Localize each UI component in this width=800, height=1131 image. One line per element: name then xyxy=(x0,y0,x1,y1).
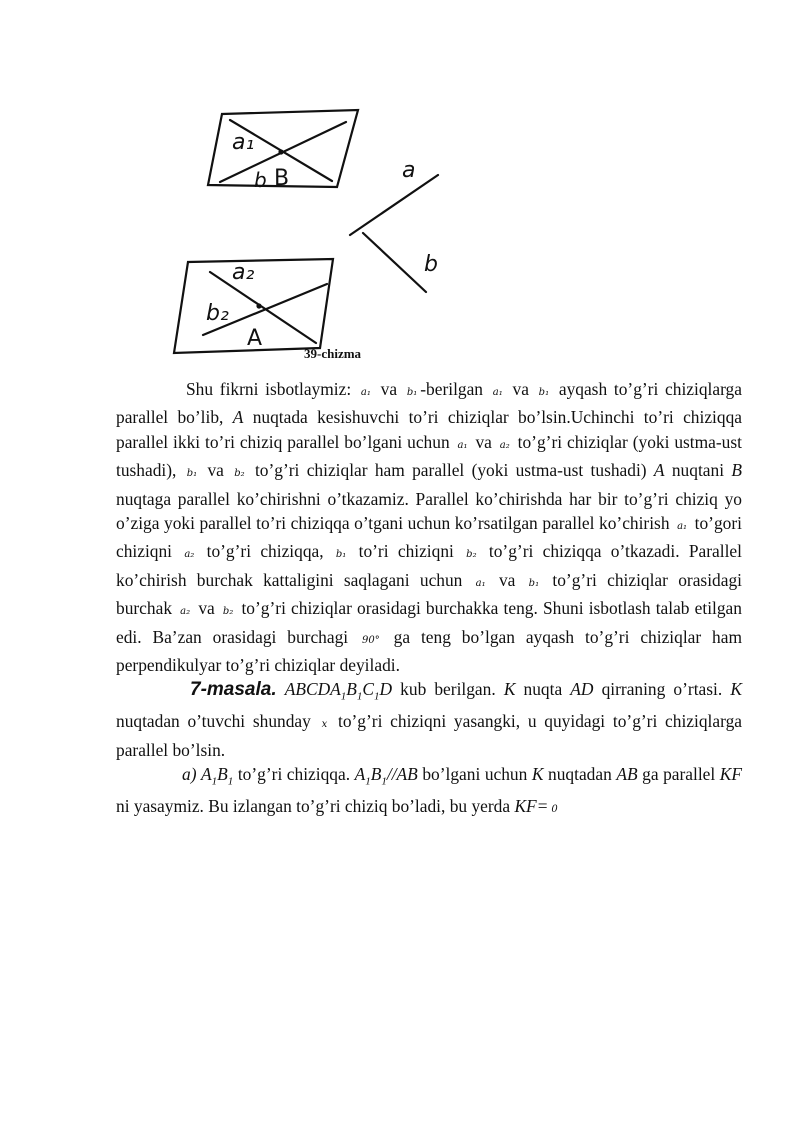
label-a1: a₁ xyxy=(232,130,255,155)
body-text xyxy=(116,377,742,822)
line-b xyxy=(363,233,426,292)
point-A xyxy=(256,303,261,308)
problem-title: 7-masala. xyxy=(190,679,277,701)
label-B: B xyxy=(274,166,290,191)
line-a xyxy=(350,175,438,235)
paragraph-item-a: a) $A_1B_1$ to’g’ri chiziqqa. $A_1B_1//AB$ bo’lgani uchun K nuqtadan AB ga parallel KF ni yasaymiz. Bu izlangan to’g’ri chiziq bo’ladi, bu yerda KF= 0 xyxy=(116,764,742,817)
label-b-top: b xyxy=(254,168,267,192)
label-A: A xyxy=(247,326,263,351)
point-B xyxy=(278,149,283,154)
label-a2: a₂ xyxy=(232,260,255,285)
label-a: a xyxy=(402,158,416,183)
figure-39 xyxy=(170,95,470,365)
figure-caption: 39-chizma xyxy=(304,346,362,361)
label-b: b xyxy=(424,252,438,277)
paragraph-proof: Shu fikrni isbotlaymiz: a₁ va b₁ -berilgan a₁ va b₁ ayqash to’g’ri chiziqlarga parallel bo’lib, A nuqtada kesishuvchi to’ri chiziqlar bo’lsin.Uchinchi to’ri chiziqqa parallel ikki to’ri chiziq parallel bo’lgani uchun a₁ va a₂ to’g’ri chiziqlar (yoki ustma-ust tushadi), b₁ va b₂ to’g’ri chiziqlar ham parallel (yoki ustma-ust tushadi) A nuqtani B nuqtaga parallel ko’chirishni o’tkazamiz. Parallel ko’chirishda har bir to’g’ri chiziq yo o’ziga yoki parallel to’ri chiziqqa o’tgani uchun ko’rsatilgan parallel ko’chirish a₁ to’gori chiziqni a₂ to’g’ri chiziqqa, b₁ to’ri chiziqni b₂ to’g’ri chiziqqa o’tkazadi. Parallel ko’chirish burchak kattaligini saqlagani uchun a₁ va b₁ to’g’ri chiziqlar orasidagi burchak a₂ va b₂ to’g’ri chiziqlar orasidagi burchakka teng. Shuni isbotlash talab etilgan edi. Ba’zan orasidagi burchagi 90° ga teng bo’lgan ayqash to’g’ri chiziqlar ham perpendikulyar to’g’ri chiziqlar deyiladi. xyxy=(116,379,742,676)
figure-39-drawing xyxy=(170,95,470,365)
paragraph-problem-7: 7-masala. $ABCDA_1B_1C_1D$ kub berilgan. K nuqta AD qirraning o’rtasi. K nuqtadan o’tuvchi shunday x to’g’ri chiziqni yasangki, u quyidagi to’g’ri chiziqlarga parallel bo’lsin. xyxy=(116,679,742,760)
label-b2: b₂ xyxy=(206,301,229,326)
